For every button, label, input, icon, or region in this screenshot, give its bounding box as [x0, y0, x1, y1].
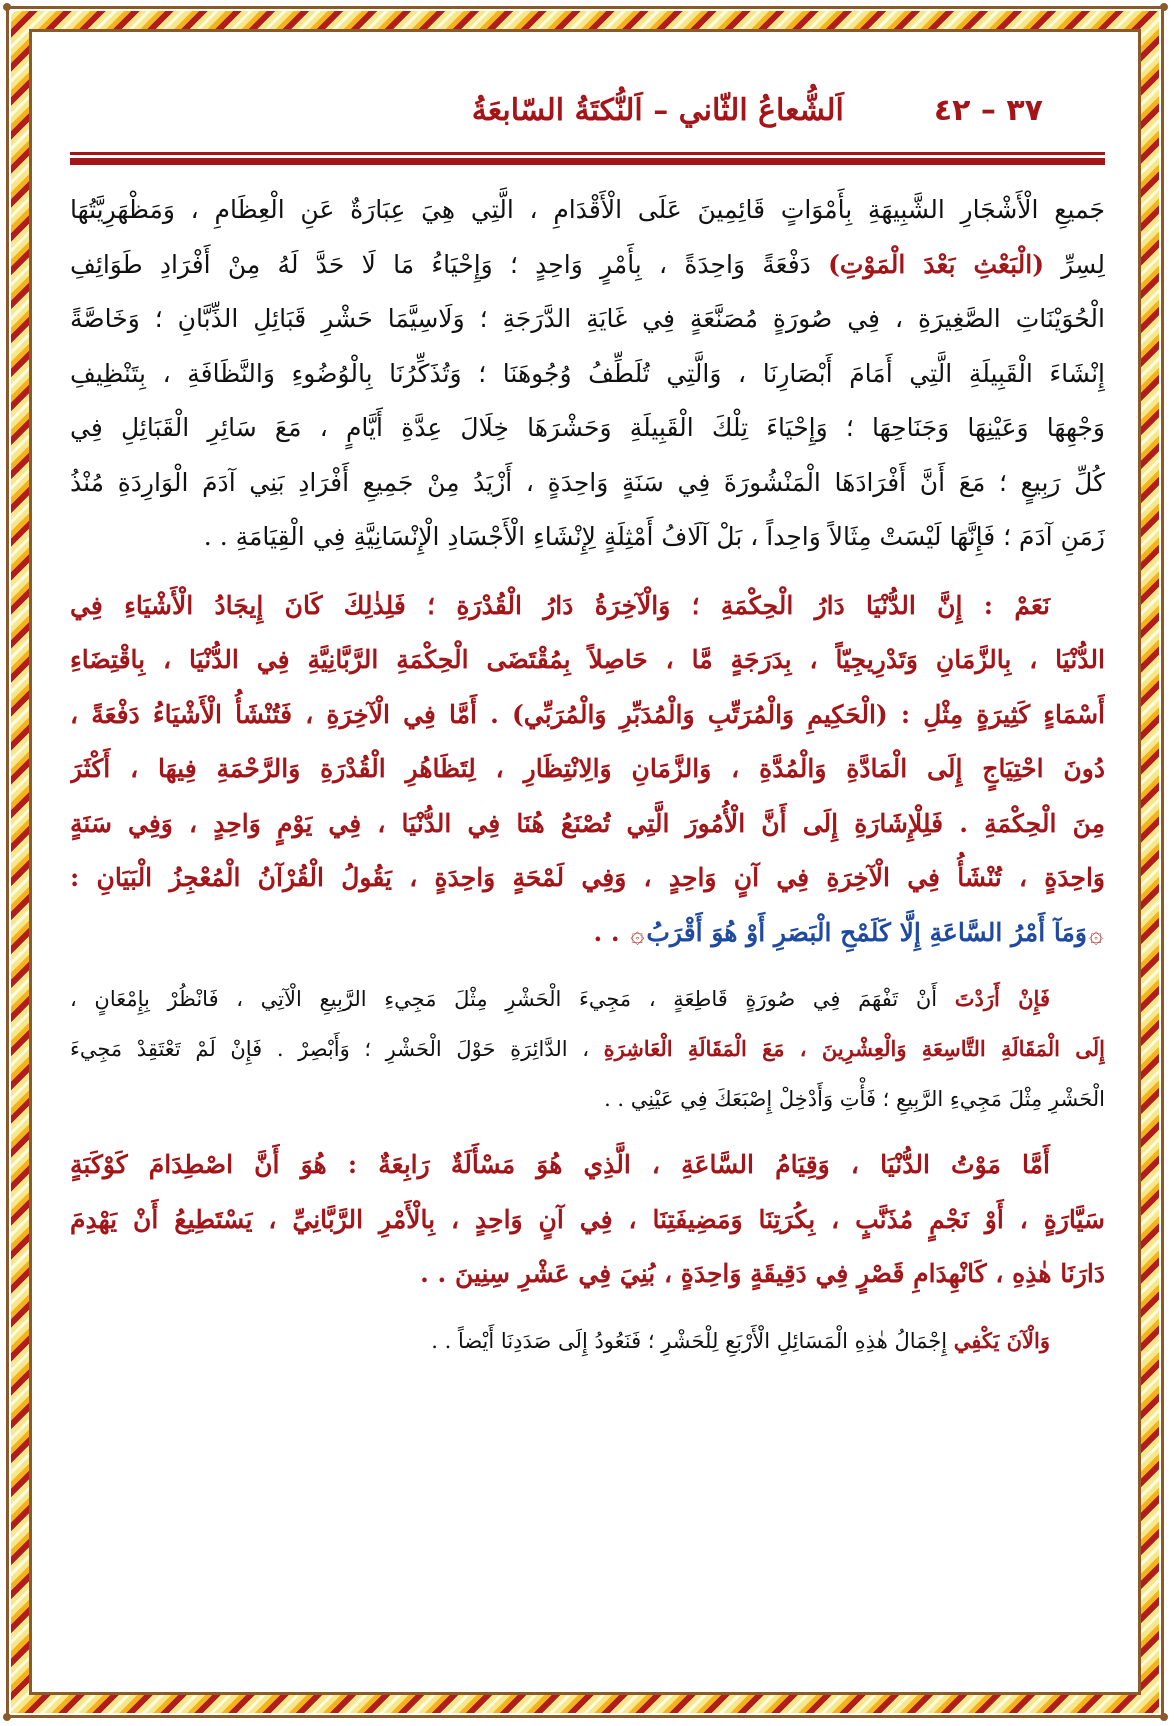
- corner-ornament-icon: [3, 1713, 11, 1721]
- text-line: [70, 1247, 1105, 1302]
- quran-bracket-ornament-icon: ۞: [630, 919, 645, 948]
- text-line: [70, 906, 1105, 961]
- paragraph-gap: [70, 1302, 1105, 1316]
- text-segment: (الْبَعْثِ بَعْدَ الْمَوْتِ): [828, 249, 1045, 279]
- text-line: [70, 1074, 1105, 1124]
- text-segment: فَإِنْ أَرَدْتَ: [954, 986, 1050, 1011]
- paragraph-gap: [70, 960, 1105, 974]
- text-segment: الْحُوَيْنَاتِ الصَّغِيرَةِ ، فِي صُورَةٍ مُصَنَّعَةٍ فِي غَايَةِ الدَّرَجَةِ ؛ وَلَاسِيَّمَا حَشْرِ قَبَائِلِ الذِّبَّانِ ؛ وَخَاصَّةً: [70, 304, 1105, 333]
- text-segment: وَالْآنَ يَكْفِي: [953, 1327, 1050, 1353]
- paragraph-gap: [70, 565, 1105, 579]
- text-segment: . .: [593, 917, 629, 947]
- text-line: [70, 797, 1105, 852]
- text-segment: وَاحِدَةٍ ، تُنْشَأُ فِي الْآخِرَةِ فِي آنٍ وَاحِدٍ ، وَفِي لَمْحَةٍ وَاحِدَةٍ ، يَقُولُ الْقُرْآنُ الْمُعْجِزُ الْبَيَانِ :: [70, 863, 1105, 892]
- text-line: [70, 579, 1105, 634]
- text-line: [70, 183, 1105, 238]
- header-rule-thin: [70, 152, 1105, 155]
- paragraph: [70, 1316, 1105, 1366]
- text-segment: جَميعِ الْأَشْجَارِ الشَّبِيهَةِ بِأَمْوَاتٍ قَائِمِينَ عَلَى الْأَقْدَامِ ، الَّتِي هِيَ عِبَارَةٌ عَنِ الْعِظَامِ ، وَمَظْهَرِيَّتُهَا: [70, 195, 1105, 224]
- text-line: [70, 401, 1105, 456]
- text-line: [70, 742, 1105, 797]
- chapter-title: اَلشُّعاعُ الثّاني – اَلنُّكتَةُ السّابعَةُ: [471, 92, 844, 128]
- text-segment: كُلِّ رَبِيعٍ ؛ مَعَ أَنَّ أَفْرَادَهَا الْمَنْشُورَةَ فِي سَنَةٍ وَاحِدَةٍ ، أَزْيَدُ مِنْ جَمِيعِ أَفْرَادِ بَنِي آدَمَ الْوَارِدَةِ مُنْذُ: [70, 467, 1105, 497]
- page-range: ٣٧ – ٤٢: [933, 92, 1043, 128]
- text-line: [70, 1316, 1105, 1366]
- text-line: [70, 238, 1105, 293]
- text-line: [70, 456, 1105, 511]
- text-line: [70, 510, 1105, 565]
- body-text: [70, 183, 1105, 1366]
- text-segment: الدُّنْيَا ، بِالزَّمَانِ وَتَدْرِيجِيّاً ، بِدَرَجَةٍ مَّا ، حَاصِلاً بِمُقْتَضَى الْحِكْمَةِ الرَّبَّانِيَّةِ فِي الدُّنْيَا ، بِاقْتِضَاءِ: [70, 645, 1105, 674]
- text-segment: لِسِرِّ: [1044, 249, 1105, 279]
- page-content: [70, 70, 1105, 1366]
- text-line: [70, 347, 1105, 402]
- text-segment: زَمَنِ آدَمَ ؛ فَإِنَّهَا لَيْسَتْ مِثَالاً وَاحِداً ، بَلْ آلَافُ أَمْثِلَةٍ لِإِنْشَاءِ الْأَجْسَادِ الْإِنْسَانِيَّةِ فِي الْقِيَامَةِ . .: [203, 522, 1105, 551]
- text-segment: دَارَنَا هٰذِهِ ، كَانْهِدَامِ قَصْرٍ فِي دَقِيقَةٍ وَاحِدَةٍ ، بُنِيَ فِي عَشْرِ سِنِينَ . .: [420, 1259, 1105, 1288]
- text-segment: أَمَّا مَوْتُ الدُّنْيَا ، وَقِيَامُ السَّاعَةِ ، الَّذِي هُوَ مَسْأَلَةٌ رَابِعَةٌ : هُوَ أَنَّ اصْطِدَامَ كَوْكَبَةٍ: [70, 1150, 1050, 1179]
- text-segment: أَنْ تَفْهَمَ فِي صُورَةٍ قَاطِعَةٍ ، مَجِيءَ الْحَشْرِ مِثْلَ مَجِيءِ الرَّبِيعِ الْآتِي ، فَانْظُرْ بِإِمْعَانٍ ،: [70, 987, 955, 1011]
- page-header: [70, 70, 1105, 150]
- text-segment: نَعَمْ : إِنَّ الدُّنْيَا دَارُ الْحِكْمَةِ ؛ وَالْآخِرَةُ دَارُ الْقُدْرَةِ ؛ فَلِذٰلِكَ كَانَ إِيجَادُ الْأَشْيَاءِ فِي: [70, 590, 1050, 620]
- text-line: [70, 1138, 1105, 1193]
- corner-ornament-icon: [1160, 1713, 1168, 1721]
- paragraph: [70, 183, 1105, 565]
- text-segment: ، الدَّائِرَةِ حَوْلَ الْحَشْرِ ؛ وَأَبْصِرْ . فَإِنْ لَمْ تَعْتَقِدْ مَجِيءَ: [70, 1037, 604, 1061]
- paragraph: [70, 1138, 1105, 1302]
- text-segment: الْحَشْرِ مِثْلَ مَجِيءِ الرَّبِيعِ ؛ فَأْتِ وَأَدْخِلْ إِصْبَعَكَ فِي عَيْنِي . .: [604, 1087, 1105, 1111]
- text-segment: إِنْشَاءَ الْقَبِيلَةِ الَّتِي أَمَامَ أَبْصَارِنَا ، وَالَّتِي تُلَطِّفُ وُجُوهَنَا ؛ وَتُذَكِّرُنَا بِالْوُضُوءِ وَالنَّظَافَةِ ، بِتَنْظِيفِ: [70, 358, 1105, 388]
- text-line: [70, 851, 1105, 906]
- text-segment: إِلَى الْمَقَالَةِ التَّاسِعَةِ وَالْعِشْرِينَ ، مَعَ الْمَقَالَةِ الْعَاشِرَةِ: [603, 1036, 1105, 1061]
- text-segment: مِنَ الْحِكْمَةِ . فَلِلْإِشَارَةِ إِلَى أَنَّ الْأُمُورَ الَّتِي تُصْنَعُ هُنَا فِي الدُّنْيَا ، فِي يَوْمٍ وَاحِدٍ ، وَفِي سَنَةٍ: [70, 808, 1105, 838]
- text-line: [70, 688, 1105, 743]
- text-line: [70, 633, 1105, 688]
- paragraph-gap: [70, 1124, 1105, 1138]
- paragraph: [70, 974, 1105, 1124]
- text-line: [70, 1193, 1105, 1248]
- text-segment: وَجْهِهَا وَعَيْنِهَا وَجَنَاحِهَا ؛ وَإِحْيَاءَ تِلْكَ الْقَبِيلَةِ وَحَشْرَهَا خِلَالَ عِدَّةِ أَيَّامٍ ، مَعَ سَائِرِ الْقَبَائِلِ فِي: [70, 413, 1105, 442]
- text-line: [70, 974, 1105, 1024]
- quran-verse: وَمَآ أَمْرُ السَّاعَةِ إِلَّا كَلَمْحِ الْبَصَرِ أَوْ هُوَ أَقْرَبُ: [646, 917, 1087, 947]
- text-segment: إِجْمَالُ هٰذِهِ الْمَسَائِلِ الْأَرْبَعِ لِلْحَشْرِ ؛ فَنَعُودُ إِلَى صَدَدِنَا أَيْضاً . .: [431, 1328, 954, 1353]
- text-segment: دَفْعَةً وَاحِدَةً ، بِأَمْرٍ وَاحِدٍ ؛ وَإِحْيَاءُ مَا لَا حَدَّ لَهُ مِنْ أَفْرَادِ طَوَائِفِ: [70, 249, 829, 279]
- text-line: [70, 1024, 1105, 1074]
- text-segment: أَسْمَاءٍ كَثِيرَةٍ مِثْلِ : (الْحَكِيمِ وَالْمُرَتِّبِ وَالْمُدَبِّرِ وَالْمُرَبِّي) . أَمَّا فِي الْآخِرَةِ ، فَتُنْشَأُ الْأَشْيَاءُ دَفْعَةً ،: [70, 699, 1105, 729]
- header-rule-thick: [70, 158, 1105, 165]
- quran-bracket-ornament-icon: ۞: [1088, 919, 1103, 948]
- text-segment: سَيَّارَةٍ ، أَوْ نَجْمٍ مُذَنَّبٍ ، بِكُرَتِنَا وَمَضِيفَتِنَا ، فِي آنٍ وَاحِدٍ ، بِالْأَمْرِ الرَّبَّانِيِّ ، يَسْتَطِيعُ أَنْ يَهْدِمَ: [70, 1204, 1105, 1234]
- paragraph: [70, 579, 1105, 961]
- text-segment: دُونَ احْتِيَاجٍ إِلَى الْمَادَّةِ وَالْمُدَّةِ ، وَالزَّمَانِ وَالِانْتِظَارِ ، لِتَظَاهُرِ الْقُدْرَةِ وَالرَّحْمَةِ فِيهَا ، أَكْثَرَ: [70, 754, 1105, 783]
- corner-ornament-icon: [3, 3, 11, 11]
- text-line: [70, 292, 1105, 347]
- corner-ornament-icon: [1160, 3, 1168, 11]
